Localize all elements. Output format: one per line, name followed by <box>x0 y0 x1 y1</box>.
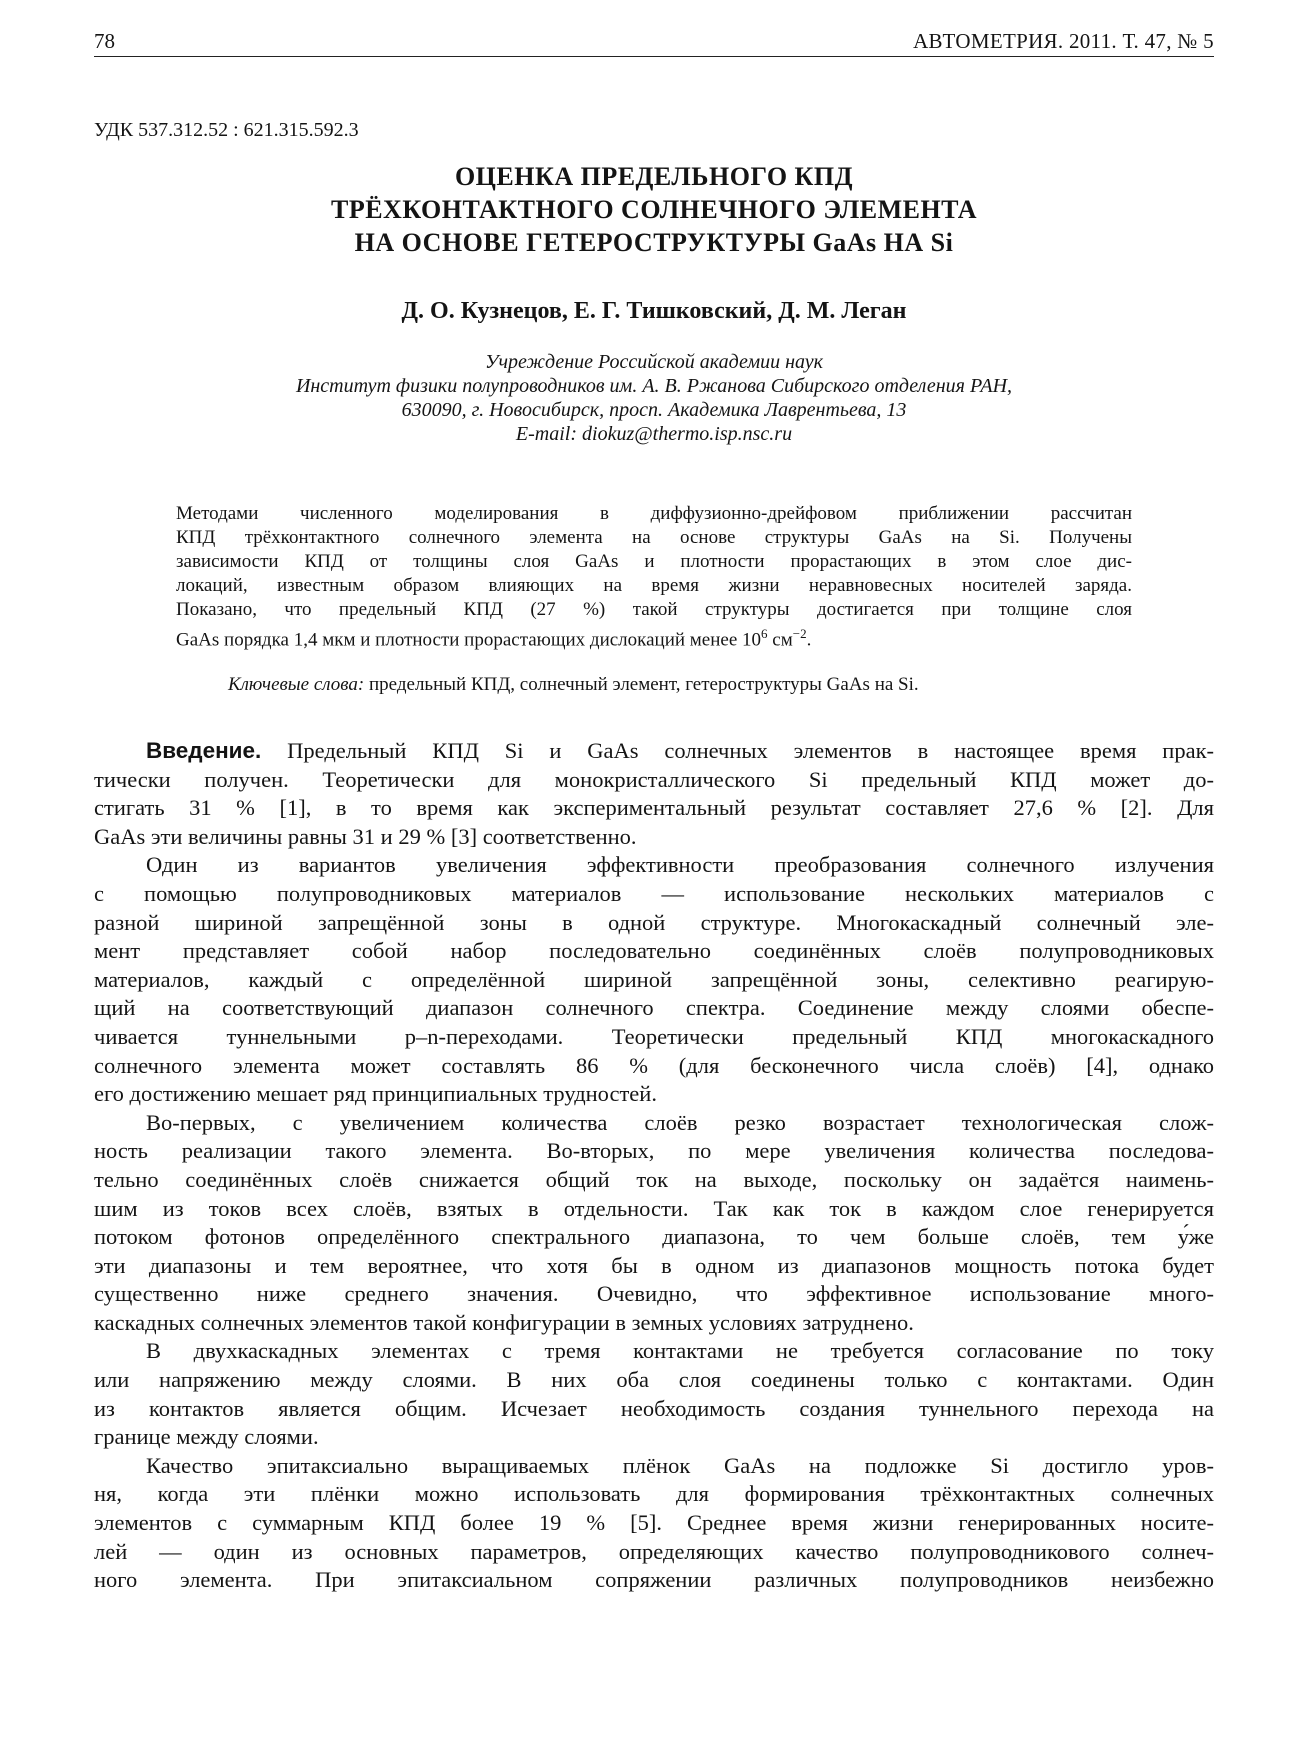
page-number: 78 <box>94 29 115 53</box>
body-line: потоком фотонов определённого спектрального диапазона, то чем больше слоёв, тем у́же <box>94 1224 1214 1250</box>
body-line: Один из вариантов увеличения эффективности преобразования солнечного излучения <box>146 852 1214 878</box>
abstract <box>176 502 1132 651</box>
body-line: или напряжению между слоями. В них оба слоя соединены только с контактами. Один <box>94 1367 1214 1393</box>
intro-first-line <box>94 737 1214 766</box>
abstract-line: Показано, что предельный КПД (27 %) такой структуры достигается при толщине слоя <box>176 599 1132 620</box>
abstract-text: см <box>767 629 793 651</box>
affiliation-line: 630090, г. Новосибирск, просп. Академика Лаврентьева, 13 <box>401 399 907 421</box>
journal-citation: АВТОМЕТРИЯ. 2011. Т. 47, № 5 <box>913 29 1214 53</box>
body-line: солнечного элемента может составлять 86 % (для бесконечного числа слоёв) [4], однако <box>94 1052 1214 1078</box>
title-line: НА ОСНОВЕ ГЕТЕРОСТРУКТУРЫ GaAs НА Si <box>354 228 954 257</box>
body-line: тельно соединённых слоёв снижается общий ток на выходе, поскольку он задаётся наимень- <box>94 1166 1214 1192</box>
body-line: ность реализации такого элемента. Во-вторых, по мере увеличения количества последова- <box>94 1138 1214 1164</box>
body-line: ного элемента. При эпитаксиальном сопряжении различных полупроводников неизбежно <box>94 1567 1214 1593</box>
body-line: тически получен. Теоретически для монокристаллического Si предельный КПД может до- <box>94 766 1214 792</box>
exponent: −2 <box>792 626 807 641</box>
keywords-text: предельный КПД, солнечный элемент, гетероструктуры GaAs на Si. <box>364 674 919 695</box>
paper-page <box>94 0 1214 1748</box>
affiliation-line: Институт физики полупроводников им. А. В. Ржанова Сибирского отделения РАН, <box>295 375 1013 397</box>
body-line: его достижению мешает ряд принципиальных трудностей. <box>94 1081 657 1107</box>
body-line: мент представляет собой набор последовательно соединённых слоёв полупроводниковых <box>94 938 1214 964</box>
body-line: элементов с суммарным КПД более 19 % [5]. Среднее время жизни генерированных носите- <box>94 1510 1214 1536</box>
body-line: лей — один из основных параметров, определяющих качество полупроводникового солнеч- <box>94 1538 1214 1564</box>
title-line: ОЦЕНКА ПРЕДЕЛЬНОГО КПД <box>454 162 854 191</box>
abstract-line: КПД трёхконтактного солнечного элемента на основе структуры GaAs на Si. Получены <box>176 527 1132 548</box>
abstract-line: локаций, известным образом влияющих на время жизни неравновесных носителей заряда. <box>176 575 1132 596</box>
body-line: шим из токов всех слоёв, взятых в отдельности. Так как ток в каждом слое генерируется <box>94 1195 1214 1221</box>
udk-code: УДК 537.312.52 : 621.315.592.3 <box>94 119 359 141</box>
body-line: Качество эпитаксиально выращиваемых плёнок GaAs на подложке Si достигло уров- <box>146 1452 1214 1478</box>
abstract-line: Методами численного моделирования в диффузионно-дрейфовом приближении рассчитан <box>176 503 1132 524</box>
keywords-label: Ключевые слова: <box>228 674 365 695</box>
body-line: материалов, каждый с определённой шириной запрещённой зоны, селективно реагирую- <box>94 966 1214 992</box>
section-heading: Введение. <box>146 738 262 763</box>
affiliation-line: Учреждение Российской академии наук <box>485 351 823 373</box>
main-body <box>94 737 1214 1595</box>
body-line: из контактов является общим. Исчезает необходимость создания туннельного перехода на <box>94 1395 1214 1421</box>
body-line: GaAs эти величины равны 31 и 29 % [3] соответственно. <box>94 823 637 849</box>
body-line: эти диапазоны и тем вероятнее, что хотя бы в одном из диапазонов мощность потока будет <box>94 1252 1214 1278</box>
author-list: Д. О. Кузнецов, Е. Г. Тишковский, Д. М. Леган <box>401 298 907 324</box>
body-line: существенно ниже среднего значения. Очевидно, что эффективное использование много- <box>94 1281 1214 1307</box>
abstract-line: зависимости КПД от толщины слоя GaAs и плотности прорастающих в этом слое дис- <box>176 551 1132 572</box>
body-line: Во-первых, с увеличением количества слоёв резко возрастает технологическая слож- <box>146 1109 1214 1135</box>
body-line: каскадных солнечных элементов такой конфигурации в земных условиях затруднено. <box>94 1309 914 1335</box>
keywords <box>228 673 1132 697</box>
body-line: В двухкаскадных элементах с тремя контактами не требуется согласование по току <box>146 1338 1214 1364</box>
body-line: разной шириной запрещённой зоны в одной структуре. Многокаскадный солнечный эле- <box>94 909 1214 935</box>
body-line: ня, когда эти плёнки можно использовать для формирования трёхконтактных солнечных <box>94 1481 1214 1507</box>
title-line: ТРЁХКОНТАКТНОГО СОЛНЕЧНОГО ЭЛЕМЕНТА <box>330 195 977 224</box>
body-line: с помощью полупроводниковых материалов — использование нескольких материалов с <box>94 880 1214 906</box>
exponent: 6 <box>761 626 768 641</box>
body-line: стигать 31 % [1], в то время как экспериментальный результат составляет 27,6 % [2]. Для <box>94 795 1214 821</box>
abstract-text: GaAs порядка 1,4 мкм и плотности прорастающих дислокаций менее 10 <box>176 629 762 651</box>
body-line: чивается туннельными p–n-переходами. Теоретически предельный КПД многокаскадного <box>94 1023 1214 1049</box>
body-line: щий на соответствующий диапазон солнечного спектра. Соединение между слоями обеспе- <box>94 995 1214 1021</box>
abstract-line-last <box>176 622 1132 651</box>
abstract-text: . <box>806 629 812 651</box>
affiliation-email: E-mail: diokuz@thermo.isp.nsc.ru <box>515 423 793 445</box>
body-line: границе между слоями. <box>94 1424 319 1450</box>
affiliation <box>94 350 1214 446</box>
paper-title <box>94 160 1214 259</box>
body-text-run: Предельный КПД Si и GaAs солнечных элементов в настоящее время прак- <box>261 738 1214 763</box>
running-header <box>94 26 1214 57</box>
